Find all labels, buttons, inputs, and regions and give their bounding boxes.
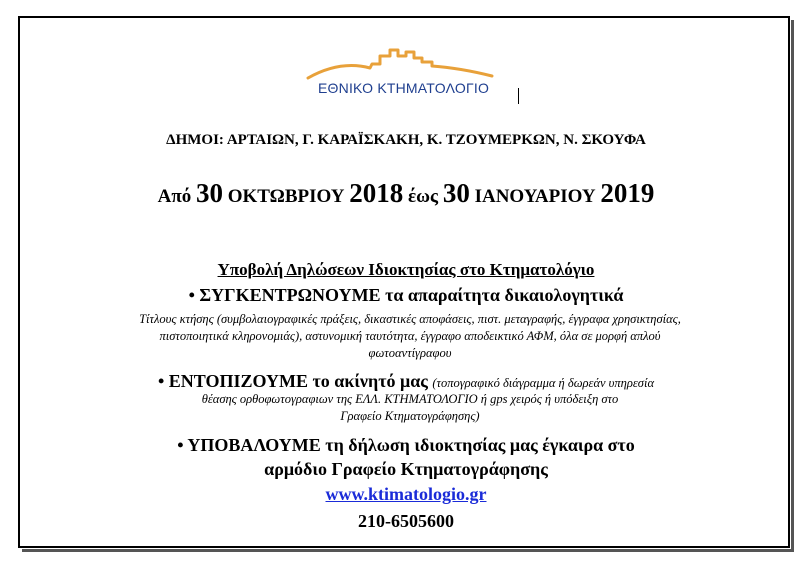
to-word: έως: [408, 186, 439, 207]
bullet-locate-detail-b: θέασης ορθοφωτογραφιων της ΕΛΛ. ΚΤΗΜΑΤΟΛΟΓΙΟ ή gps χειρός ή υπόδειξη στο Γραφείο Κτηματογράφησης): [201, 392, 619, 423]
date-range: [0, 178, 812, 209]
bullet-collect-title: • ΣΥΓΚΕΝΤΡΩΝΟΥΜΕ τα απαραίτητα δικαιολογητικά: [188, 285, 624, 305]
section-heading: Υποβολή Δηλώσεων Ιδιοκτησίας στο Κτηματολόγιο: [217, 260, 595, 279]
to-month: ΙΑΝΟΥΑΡΙΟΥ: [474, 186, 596, 207]
website-link[interactable]: www.ktimatologio.gr: [325, 484, 487, 504]
to-day: 30: [442, 178, 470, 208]
from-year: 2018: [349, 178, 404, 208]
bullet-collect-detail: Τίτλους κτήσης (συμβολαιογραφικές πράξεις, δικαστικές αποφάσεις, πιστ. μεταγραφής, έγγραφα χρησικτησίας, πιστοποιητικά κληρονομιάς), αστυνομική ταυτότητα, έγγραφο αποδεικτικό ΑΦΜ, όλα σε μορφή απλού φωτοαντίγραφου: [139, 312, 681, 360]
municipalities: ΔΗΜΟΙ: ΑΡΤΑΙΩΝ, Γ. ΚΑΡΑΪΣΚΑΚΗ, Κ. ΤΖΟΥΜΕΡΚΩΝ, Ν. ΣΚΟΥΦΑ: [166, 132, 646, 148]
to-year: 2019: [600, 178, 655, 208]
bullet-submit-line2: αρμόδιο Γραφείο Κτηματογράφησης: [264, 459, 548, 479]
phone-number: 210-6505600: [358, 511, 454, 531]
from-word: Από: [157, 186, 192, 207]
from-day: 30: [196, 178, 223, 208]
bullet-locate-title: • ΕΝΤΟΠΙΖΟΥΜΕ το ακίνητό μας: [157, 371, 428, 391]
bullet-locate-detail-a: (τοπογραφικό διάγραμμα ή δωρεάν υπηρεσία: [432, 376, 655, 390]
bullet-submit-line1: • ΥΠΟΒΑΛΟΥΜΕ τη δήλωση ιδιοκτησίας μας έγκαιρα στο: [177, 435, 635, 455]
text-cursor: [518, 88, 519, 104]
bullet-locate: [0, 371, 812, 392]
from-month: ΟΚΤΩΒΡΙΟΥ: [227, 186, 345, 207]
logo-text: ΕΘΝΙΚΟ ΚΤΗΜΑΤΟΛΟΓΙΟ: [318, 80, 490, 96]
